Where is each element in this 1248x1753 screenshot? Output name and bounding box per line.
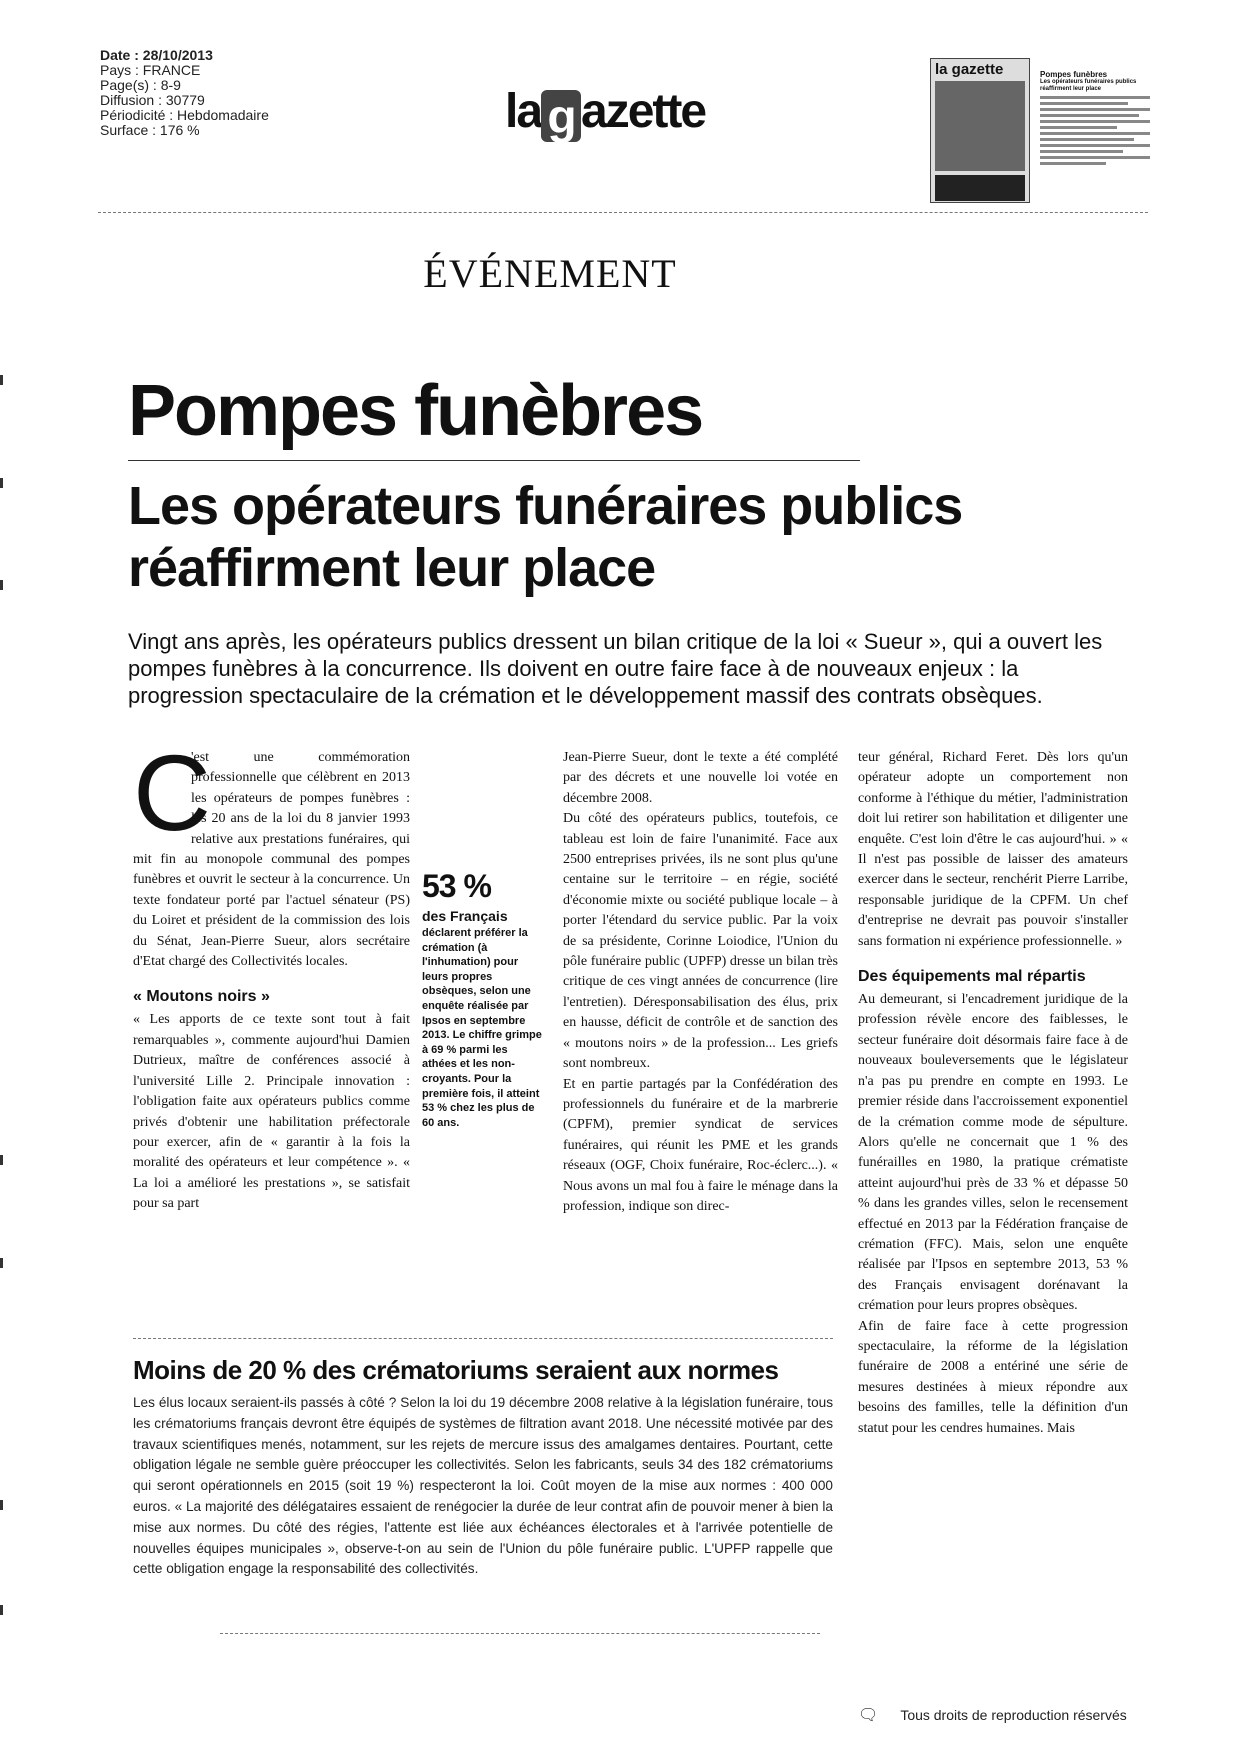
column-3-paragraph-3: Afin de faire face à cette progression spectaculaire, la réforme de la législation funéraire de 2008 a entériné une série de mesures destinées à mieux répondre aux besoins des familles, telle la définition d'un statut pour les cendres humaines. Mais [858, 1318, 1128, 1436]
meta-periodicite: Périodicité : Hebdomadaire [100, 107, 269, 123]
stat-lead: des Français [422, 908, 508, 924]
header-divider [98, 212, 1148, 213]
thumbnail-line [1040, 114, 1139, 117]
thumbnail-cover [930, 58, 1030, 203]
thumbnail-cover-title: la gazette [935, 61, 1004, 78]
page-thumbnail [930, 58, 1150, 203]
thumbnail-line [1040, 120, 1150, 123]
thumbnail-line [1040, 96, 1150, 99]
column-3-paragraph-1: teur général, Richard Feret. Dès lors qu'un opérateur adopte un comportement non conforme à l'éthique du métier, l'administration doit lui retirer son habilitation et diligenter une enquête. C'est loin d'être le cas aujourd'hui. » « Il n'est pas possible de laisser des amateurs exercer dans le secteur, renchérit Pierre Larribe, responsable juridique de la CPFM. Un chef d'entreprise ne devrait pas pouvoir s'installer sans formation ni expérience professionnelle. » [858, 750, 1128, 949]
thumbnail-line [1040, 144, 1150, 147]
meta-date: Date : 28/10/2013 [100, 47, 213, 63]
bottom-divider [220, 1633, 820, 1634]
article-title: Pompes funèbres [128, 371, 703, 451]
box-title: Moins de 20 % des crématoriums seraient aux normes [133, 1355, 779, 1385]
thumbnail-line [1040, 126, 1117, 129]
article-subtitle: Les opérateurs funéraires publics réaffirment leur place [128, 476, 963, 598]
thumbnail-line [1040, 162, 1106, 165]
gazette-logo [505, 84, 745, 144]
copyright-icon: 🗨 [858, 1707, 879, 1724]
thumbnail-headline-2: Les opérateurs funéraires publics réaffirment leur place [1040, 79, 1137, 92]
column-1-paragraph-1: 'est une commémoration professionnelle que célèbrent en 2013 les opérateurs de pompes funèbres : les 20 ans de la loi du 8 janvier 1993 relative aux prestations funéraires, qui mit fin au monopole communal des pompes funèbres et ouvrit le secteur à la concurrence. Un texte fondateur porté par l'actuel sénateur (PS) du Loiret et président de la commission des lois du Sénat, Jean-Pierre Sueur, alors secrétaire d'Etat chargé des Collectivités locales. [133, 750, 410, 970]
logo-g: g [541, 90, 581, 142]
scan-mark [0, 1155, 3, 1165]
article-lead: Vingt ans après, les opérateurs publics dressent un bilan critique de la loi « Sueur », qui a ouvert les pompes funèbres à la concurrence. Ils doivent en outre faire face à de nouveaux enjeux : la progression spectaculaire de la crémation et le développement massif des contrats obsèques. [128, 629, 1103, 708]
subheading-moutons-noirs: « Moutons noirs » [133, 988, 270, 1006]
thumbnail-line [1040, 132, 1150, 135]
thumbnail-line [1040, 102, 1128, 105]
box-text: Les élus locaux seraient-ils passés à côté ? Selon la loi du 19 décembre 2008 relative à la législation funéraire, tous les crématoriums français devront être équipés de systèmes de filtration avant 2018. Une nécessité motivée par des travaux scientifiques menés, notamment, sur les rejets de mercure issus des amalgames dentaires. Pourtant, cette obligation légale ne semble guère préoccuper les collectivités. Selon les fabricants, seuls 34 des 182 crématoriums qui seront opérationnels en 2015 (soit 19 %) respecteront la loi. Coût moyen de la mise aux normes : 400 000 euros. « La majorité des délégataires essaient de renégocier la durée de leur contrat afin de pouvoir mener à bien la mise aux normes. Du côté des régies, l'attente est liée aux échéances électorales et à l'arrivée potentielle de nouvelles équipes municipales », observe-t-on au sein de l'Union du pôle funéraire public. L'UPFP rappelle que cette obligation engage la responsabilité des collectivités. [133, 1395, 833, 1577]
section-label: ÉVÉNEMENT [423, 251, 677, 296]
scan-mark [0, 375, 3, 385]
column-2-paragraph-2: Du côté des opérateurs publics, toutefois, ce tableau est loin de faire l'unanimité. Face aux 2500 entreprises privées, ils ne sont plus qu'une centaine sur le territoire – en régie, société d'économie mixte ou société publique locale – à porter l'étendard du service public. Par la voix de sa présidente, Corinne Loiodice, l'Union du pôle funéraire public (UPFP) dresse un bilan très critique de ces vingt années de concurrence (lire l'entretien). Déresponsabilisation des élus, prix en hausse, déficit de contrôle et de sanction des « moutons noirs » de la profession... Les griefs sont nombreux. [563, 811, 838, 1072]
column-2-paragraph-3: Et en partie partagés par la Confédération des professionnels du funéraire et de la marbrerie (CPFM), premier syndicat de services funéraires, qui réunit les PME et les grands réseaux (OGF, Choix funéraire, Roc-éclerc...). « Nous avons un mal fou à faire le ménage dans la profession, indique son direc- [563, 1076, 838, 1214]
column-1-paragraph-2: « Les apports de ce texte sont tout à fait remarquables », commente aujourd'hui Damien Dutrieux, maître de conférences associé à l'université Lille 2. Principale innovation : l'obligation faite aux opérateurs publics comme privés d'obtenir une habilitation préfectorale pour exercer, afin de « garantir à la fois la moralité des opérateurs et leur compétence ». « La loi a amélioré les prestations », se satisfait pour sa part [133, 1012, 410, 1212]
thumbnail-headline-1: Pompes funèbres [1040, 70, 1108, 79]
stat-value: 53 % [422, 868, 491, 904]
meta-surface: Surface : 176 % [100, 122, 200, 138]
meta-pays: Pays : FRANCE [100, 62, 201, 78]
scan-mark [0, 1258, 3, 1268]
press-metadata [100, 48, 269, 138]
stat-sidebar [422, 868, 544, 1130]
thumbnail-cover-caption [935, 175, 1025, 201]
thumbnail-cover-image [935, 81, 1025, 171]
footer [858, 1705, 1127, 1725]
scan-mark [0, 580, 3, 590]
footer-text: Tous droits de reproduction réservés [900, 1707, 1127, 1723]
crematoriums-box [133, 1355, 833, 1580]
thumbnail-page [1040, 70, 1150, 202]
column-2-paragraph-1: Jean-Pierre Sueur, dont le texte a été complété par des décrets et une nouvelle loi votée en décembre 2008. [563, 750, 838, 806]
box-divider [133, 1338, 833, 1339]
column-2 [563, 748, 838, 1217]
thumbnail-line [1040, 150, 1123, 153]
column-3-paragraph-2: Au demeurant, si l'encadrement juridique de la profession révèle encore des faiblesses, le secteur funéraire doit désormais faire face à de nouveaux bouleversements que le législateur n'a pas pu prendre en compte en 1993. Le premier réside dans l'accroissement exponentiel de la crémation comme mode de sépulture. Alors qu'elle ne concernait que 1 % des funérailles en 1980, la pratique crématiste atteint aujourd'hui près de 33 % et dépasse 50 % dans les grandes villes, selon le recensement effectué en 2013 par la Fédération française de crémation (FFC). Mais, selon une enquête réalisée par l'Ipsos en septembre 2013, 53 % des Français envisagent dorénavant la crémation pour leurs propres obsèques. [858, 992, 1128, 1314]
thumbnail-line [1040, 156, 1150, 159]
column-3 [858, 748, 1128, 1439]
title-rule [128, 460, 860, 461]
thumbnail-line [1040, 108, 1150, 111]
meta-diffusion: Diffusion : 30779 [100, 92, 205, 108]
scan-mark [0, 1500, 3, 1510]
stat-text: déclarent préférer la crémation (à l'inhumation) pour leurs propres obsèques, selon une enquête réalisée par Ipsos en septembre 2013. Le chiffre grimpe à 69 % parmi les athées et les non-croyants. Pour la première fois, il atteint 53 % chez les plus de 60 ans. [422, 927, 542, 1129]
logo-la: la [505, 85, 542, 138]
scan-mark [0, 478, 3, 488]
drop-cap: C [133, 732, 211, 853]
column-1 [133, 732, 410, 1215]
meta-pages: Page(s) : 8-9 [100, 77, 181, 93]
scan-mark [0, 1605, 3, 1615]
logo-azette: azette [581, 85, 706, 138]
thumbnail-line [1040, 138, 1134, 141]
subheading-equipements: Des équipements mal répartis [858, 968, 1086, 986]
